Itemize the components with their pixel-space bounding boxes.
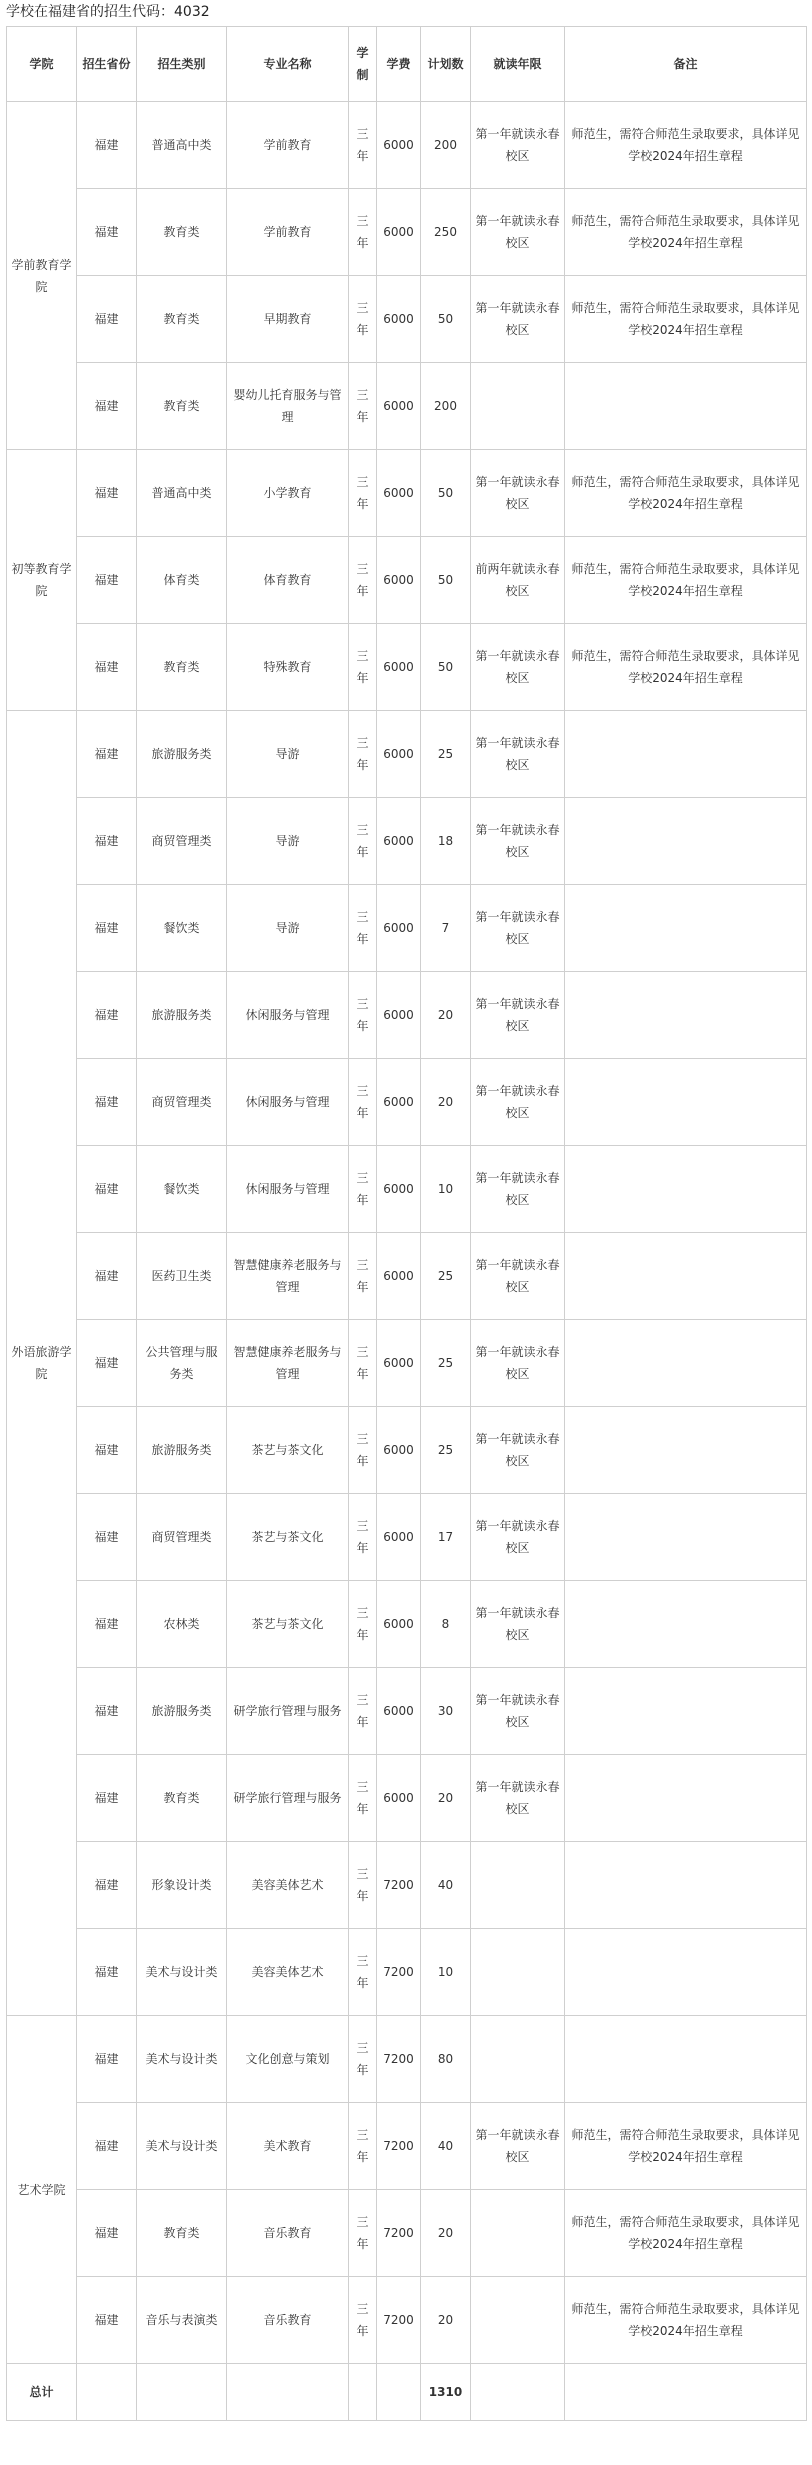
plan-cell: 20: [421, 972, 471, 1059]
campus-cell: 第一年就读永春校区: [471, 711, 565, 798]
table-row: [7, 1146, 807, 1233]
plan-cell: 7: [421, 885, 471, 972]
note-cell: [565, 1755, 807, 1842]
total-empty: [565, 2364, 807, 2421]
campus-cell: 第一年就读永春校区: [471, 102, 565, 189]
duration-cell: 三年: [349, 537, 377, 624]
college-cell: 初等教育学院: [7, 450, 77, 711]
header-college: 学院: [7, 27, 77, 102]
major-cell: 茶艺与茶文化: [227, 1494, 349, 1581]
enrollment-plan-table: [6, 26, 807, 2421]
fee-cell: 7200: [377, 1929, 421, 2016]
plan-cell: 30: [421, 1668, 471, 1755]
major-cell: 特殊教育: [227, 624, 349, 711]
header-fee: 学费: [377, 27, 421, 102]
plan-cell: 200: [421, 363, 471, 450]
province-cell: 福建: [77, 2103, 137, 2190]
category-cell: 教育类: [137, 276, 227, 363]
note-cell: [565, 2016, 807, 2103]
note-cell: 师范生，需符合师范生录取要求，具体详见学校2024年招生章程: [565, 102, 807, 189]
plan-cell: 25: [421, 1407, 471, 1494]
category-cell: 体育类: [137, 537, 227, 624]
note-cell: 师范生，需符合师范生录取要求，具体详见学校2024年招生章程: [565, 2103, 807, 2190]
plan-cell: 10: [421, 1146, 471, 1233]
category-cell: 美术与设计类: [137, 2016, 227, 2103]
fee-cell: 7200: [377, 2190, 421, 2277]
duration-cell: 三年: [349, 1146, 377, 1233]
duration-cell: 三年: [349, 1494, 377, 1581]
category-cell: 旅游服务类: [137, 1407, 227, 1494]
campus-cell: 第一年就读永春校区: [471, 885, 565, 972]
note-cell: 师范生，需符合师范生录取要求，具体详见学校2024年招生章程: [565, 537, 807, 624]
major-cell: 导游: [227, 885, 349, 972]
page-caption: 学校在福建省的招生代码：4032: [6, 4, 210, 20]
category-cell: 商贸管理类: [137, 798, 227, 885]
fee-cell: 7200: [377, 1842, 421, 1929]
table-row: [7, 1929, 807, 2016]
fee-cell: 6000: [377, 189, 421, 276]
note-cell: [565, 972, 807, 1059]
fee-cell: 7200: [377, 2277, 421, 2364]
fee-cell: 6000: [377, 276, 421, 363]
fee-cell: 6000: [377, 363, 421, 450]
table-row: [7, 2016, 807, 2103]
campus-cell: 第一年就读永春校区: [471, 972, 565, 1059]
category-cell: 医药卫生类: [137, 1233, 227, 1320]
province-cell: 福建: [77, 1755, 137, 1842]
duration-cell: 三年: [349, 798, 377, 885]
fee-cell: 7200: [377, 2016, 421, 2103]
duration-cell: 三年: [349, 102, 377, 189]
province-cell: 福建: [77, 624, 137, 711]
table-row: [7, 537, 807, 624]
total-empty: [349, 2364, 377, 2421]
major-cell: 休闲服务与管理: [227, 1059, 349, 1146]
table-row: [7, 1059, 807, 1146]
plan-cell: 50: [421, 537, 471, 624]
category-cell: 美术与设计类: [137, 1929, 227, 2016]
table-row: [7, 1581, 807, 1668]
province-cell: 福建: [77, 1494, 137, 1581]
major-cell: 小学教育: [227, 450, 349, 537]
note-cell: [565, 798, 807, 885]
fee-cell: 6000: [377, 1407, 421, 1494]
campus-cell: 第一年就读永春校区: [471, 1494, 565, 1581]
category-cell: 教育类: [137, 2190, 227, 2277]
duration-cell: 三年: [349, 972, 377, 1059]
table-row: [7, 189, 807, 276]
fee-cell: 6000: [377, 711, 421, 798]
fee-cell: 6000: [377, 1059, 421, 1146]
table-row: [7, 885, 807, 972]
province-cell: 福建: [77, 537, 137, 624]
duration-cell: 三年: [349, 2190, 377, 2277]
major-cell: 导游: [227, 711, 349, 798]
province-cell: 福建: [77, 711, 137, 798]
duration-cell: 三年: [349, 1581, 377, 1668]
campus-cell: 第一年就读永春校区: [471, 624, 565, 711]
category-cell: 教育类: [137, 363, 227, 450]
fee-cell: 6000: [377, 1146, 421, 1233]
category-cell: 教育类: [137, 189, 227, 276]
total-empty: [377, 2364, 421, 2421]
plan-cell: 50: [421, 276, 471, 363]
campus-cell: 第一年就读永春校区: [471, 189, 565, 276]
duration-cell: 三年: [349, 450, 377, 537]
duration-cell: 三年: [349, 363, 377, 450]
note-cell: 师范生，需符合师范生录取要求，具体详见学校2024年招生章程: [565, 2277, 807, 2364]
campus-cell: 第一年就读永春校区: [471, 798, 565, 885]
table-row: [7, 102, 807, 189]
fee-cell: 6000: [377, 624, 421, 711]
campus-cell: 前两年就读永春校区: [471, 537, 565, 624]
plan-cell: 17: [421, 1494, 471, 1581]
header-province: 招生省份: [77, 27, 137, 102]
college-cell: 外语旅游学院: [7, 711, 77, 2016]
fee-cell: 6000: [377, 1668, 421, 1755]
table-row: [7, 972, 807, 1059]
college-cell: 艺术学院: [7, 2016, 77, 2364]
table-row: [7, 1233, 807, 1320]
plan-cell: 250: [421, 189, 471, 276]
category-cell: 旅游服务类: [137, 711, 227, 798]
plan-cell: 8: [421, 1581, 471, 1668]
table-row: [7, 450, 807, 537]
table-header-row: [7, 27, 807, 102]
total-row: [7, 2364, 807, 2421]
province-cell: 福建: [77, 1146, 137, 1233]
category-cell: 商贸管理类: [137, 1059, 227, 1146]
duration-cell: 三年: [349, 1407, 377, 1494]
campus-cell: 第一年就读永春校区: [471, 1581, 565, 1668]
category-cell: 美术与设计类: [137, 2103, 227, 2190]
province-cell: 福建: [77, 885, 137, 972]
province-cell: 福建: [77, 972, 137, 1059]
plan-cell: 50: [421, 624, 471, 711]
note-cell: [565, 885, 807, 972]
note-cell: [565, 1581, 807, 1668]
major-cell: 研学旅行管理与服务: [227, 1755, 349, 1842]
category-cell: 农林类: [137, 1581, 227, 1668]
header-plan: 计划数: [421, 27, 471, 102]
duration-cell: 三年: [349, 1668, 377, 1755]
fee-cell: 6000: [377, 798, 421, 885]
campus-cell: 第一年就读永春校区: [471, 276, 565, 363]
major-cell: 智慧健康养老服务与管理: [227, 1233, 349, 1320]
plan-cell: 25: [421, 1320, 471, 1407]
table-row: [7, 711, 807, 798]
plan-cell: 18: [421, 798, 471, 885]
category-cell: 公共管理与服务类: [137, 1320, 227, 1407]
major-cell: 早期教育: [227, 276, 349, 363]
province-cell: 福建: [77, 450, 137, 537]
note-cell: [565, 1407, 807, 1494]
campus-cell: [471, 363, 565, 450]
note-cell: 师范生，需符合师范生录取要求，具体详见学校2024年招生章程: [565, 450, 807, 537]
province-cell: 福建: [77, 102, 137, 189]
campus-cell: [471, 1929, 565, 2016]
fee-cell: 6000: [377, 1233, 421, 1320]
category-cell: 旅游服务类: [137, 972, 227, 1059]
province-cell: 福建: [77, 1407, 137, 1494]
table-row: [7, 1842, 807, 1929]
province-cell: 福建: [77, 1668, 137, 1755]
fee-cell: 6000: [377, 1320, 421, 1407]
province-cell: 福建: [77, 363, 137, 450]
category-cell: 普通高中类: [137, 102, 227, 189]
province-cell: 福建: [77, 1059, 137, 1146]
fee-cell: 6000: [377, 1581, 421, 1668]
table-row: [7, 1320, 807, 1407]
total-empty: [77, 2364, 137, 2421]
table-row: [7, 2190, 807, 2277]
table-body: [7, 102, 807, 2364]
campus-cell: [471, 1842, 565, 1929]
major-cell: 美容美体艺术: [227, 1842, 349, 1929]
category-cell: 旅游服务类: [137, 1668, 227, 1755]
campus-cell: 第一年就读永春校区: [471, 1146, 565, 1233]
table-row: [7, 2277, 807, 2364]
fee-cell: 6000: [377, 972, 421, 1059]
note-cell: 师范生，需符合师范生录取要求，具体详见学校2024年招生章程: [565, 189, 807, 276]
duration-cell: 三年: [349, 1842, 377, 1929]
major-cell: 文化创意与策划: [227, 2016, 349, 2103]
table-row: [7, 1755, 807, 1842]
duration-cell: 三年: [349, 1755, 377, 1842]
major-cell: 研学旅行管理与服务: [227, 1668, 349, 1755]
total-empty: [471, 2364, 565, 2421]
plan-cell: 25: [421, 1233, 471, 1320]
duration-cell: 三年: [349, 2277, 377, 2364]
campus-cell: 第一年就读永春校区: [471, 1755, 565, 1842]
fee-cell: 6000: [377, 102, 421, 189]
table-row: [7, 1407, 807, 1494]
campus-cell: [471, 2277, 565, 2364]
duration-cell: 三年: [349, 1059, 377, 1146]
duration-cell: 三年: [349, 189, 377, 276]
fee-cell: 6000: [377, 885, 421, 972]
table-row: [7, 1668, 807, 1755]
total-label: 总计: [7, 2364, 77, 2421]
plan-cell: 20: [421, 2190, 471, 2277]
fee-cell: 6000: [377, 1755, 421, 1842]
plan-cell: 50: [421, 450, 471, 537]
header-duration: 学制: [349, 27, 377, 102]
table-row: [7, 2103, 807, 2190]
duration-cell: 三年: [349, 1929, 377, 2016]
campus-cell: 第一年就读永春校区: [471, 1407, 565, 1494]
province-cell: 福建: [77, 2190, 137, 2277]
note-cell: 师范生，需符合师范生录取要求，具体详见学校2024年招生章程: [565, 624, 807, 711]
campus-cell: [471, 2016, 565, 2103]
province-cell: 福建: [77, 798, 137, 885]
category-cell: 餐饮类: [137, 885, 227, 972]
major-cell: 休闲服务与管理: [227, 1146, 349, 1233]
duration-cell: 三年: [349, 1233, 377, 1320]
plan-cell: 20: [421, 2277, 471, 2364]
plan-cell: 40: [421, 2103, 471, 2190]
plan-cell: 20: [421, 1059, 471, 1146]
fee-cell: 6000: [377, 1494, 421, 1581]
major-cell: 婴幼儿托育服务与管理: [227, 363, 349, 450]
table-row: [7, 798, 807, 885]
major-cell: 导游: [227, 798, 349, 885]
campus-cell: 第一年就读永春校区: [471, 2103, 565, 2190]
fee-cell: 6000: [377, 450, 421, 537]
category-cell: 餐饮类: [137, 1146, 227, 1233]
note-cell: [565, 711, 807, 798]
major-cell: 美术教育: [227, 2103, 349, 2190]
category-cell: 教育类: [137, 624, 227, 711]
note-cell: [565, 1059, 807, 1146]
plan-cell: 80: [421, 2016, 471, 2103]
category-cell: 教育类: [137, 1755, 227, 1842]
major-cell: 学前教育: [227, 189, 349, 276]
header-major: 专业名称: [227, 27, 349, 102]
province-cell: 福建: [77, 2277, 137, 2364]
duration-cell: 三年: [349, 2016, 377, 2103]
major-cell: 音乐教育: [227, 2190, 349, 2277]
major-cell: 美容美体艺术: [227, 1929, 349, 2016]
category-cell: 普通高中类: [137, 450, 227, 537]
table-row: [7, 276, 807, 363]
campus-cell: 第一年就读永春校区: [471, 1059, 565, 1146]
note-cell: [565, 1146, 807, 1233]
note-cell: [565, 1494, 807, 1581]
campus-cell: 第一年就读永春校区: [471, 1320, 565, 1407]
province-cell: 福建: [77, 1320, 137, 1407]
total-plan: 1310: [421, 2364, 471, 2421]
note-cell: [565, 1668, 807, 1755]
category-cell: 音乐与表演类: [137, 2277, 227, 2364]
duration-cell: 三年: [349, 1320, 377, 1407]
province-cell: 福建: [77, 189, 137, 276]
province-cell: 福建: [77, 1233, 137, 1320]
major-cell: 休闲服务与管理: [227, 972, 349, 1059]
duration-cell: 三年: [349, 885, 377, 972]
major-cell: 音乐教育: [227, 2277, 349, 2364]
duration-cell: 三年: [349, 624, 377, 711]
note-cell: [565, 363, 807, 450]
total-empty: [227, 2364, 349, 2421]
note-cell: 师范生，需符合师范生录取要求，具体详见学校2024年招生章程: [565, 2190, 807, 2277]
plan-cell: 200: [421, 102, 471, 189]
plan-cell: 25: [421, 711, 471, 798]
header-category: 招生类别: [137, 27, 227, 102]
total-empty: [137, 2364, 227, 2421]
campus-cell: [471, 2190, 565, 2277]
plan-cell: 40: [421, 1842, 471, 1929]
fee-cell: 7200: [377, 2103, 421, 2190]
major-cell: 学前教育: [227, 102, 349, 189]
province-cell: 福建: [77, 2016, 137, 2103]
duration-cell: 三年: [349, 2103, 377, 2190]
province-cell: 福建: [77, 1929, 137, 2016]
major-cell: 茶艺与茶文化: [227, 1407, 349, 1494]
campus-cell: 第一年就读永春校区: [471, 450, 565, 537]
table-row: [7, 1494, 807, 1581]
college-cell: 学前教育学院: [7, 102, 77, 450]
table-row: [7, 624, 807, 711]
category-cell: 形象设计类: [137, 1842, 227, 1929]
major-cell: 体育教育: [227, 537, 349, 624]
category-cell: 商贸管理类: [137, 1494, 227, 1581]
note-cell: 师范生，需符合师范生录取要求，具体详见学校2024年招生章程: [565, 276, 807, 363]
note-cell: [565, 1233, 807, 1320]
fee-cell: 6000: [377, 537, 421, 624]
note-cell: [565, 1929, 807, 2016]
note-cell: [565, 1320, 807, 1407]
province-cell: 福建: [77, 1842, 137, 1929]
campus-cell: 第一年就读永春校区: [471, 1668, 565, 1755]
province-cell: 福建: [77, 276, 137, 363]
major-cell: 智慧健康养老服务与管理: [227, 1320, 349, 1407]
duration-cell: 三年: [349, 276, 377, 363]
plan-cell: 20: [421, 1755, 471, 1842]
duration-cell: 三年: [349, 711, 377, 798]
table-row: [7, 363, 807, 450]
province-cell: 福建: [77, 1581, 137, 1668]
note-cell: [565, 1842, 807, 1929]
campus-cell: 第一年就读永春校区: [471, 1233, 565, 1320]
header-note: 备注: [565, 27, 807, 102]
header-campus: 就读年限: [471, 27, 565, 102]
major-cell: 茶艺与茶文化: [227, 1581, 349, 1668]
plan-cell: 10: [421, 1929, 471, 2016]
